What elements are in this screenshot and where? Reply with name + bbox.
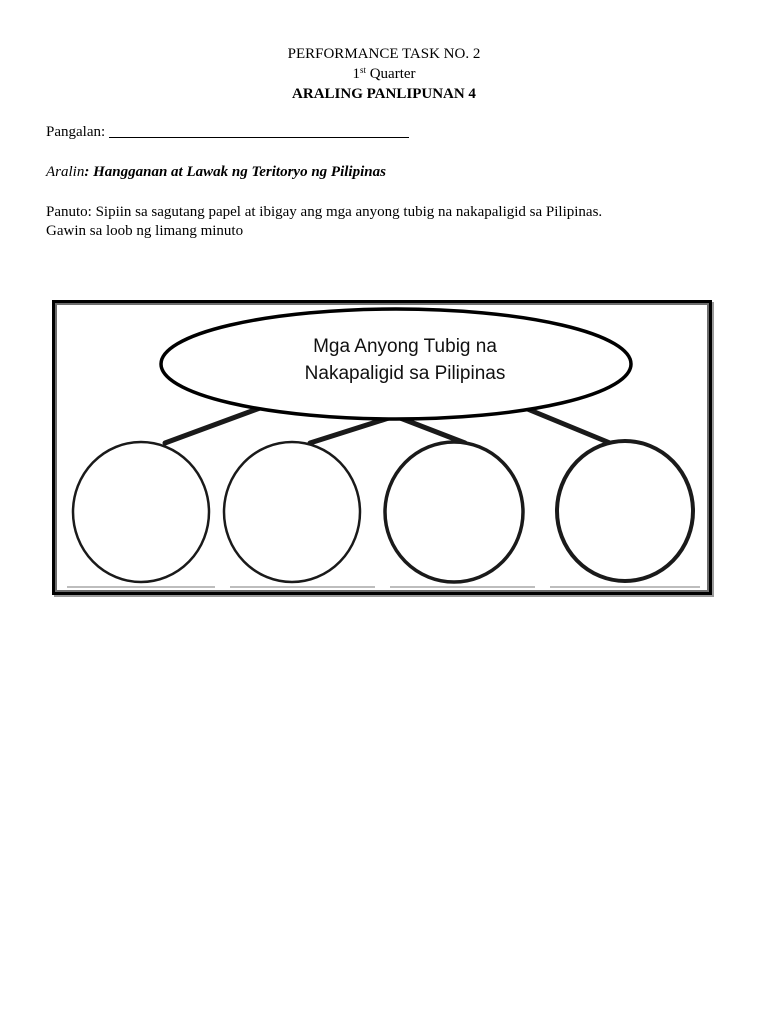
- name-row: [46, 123, 409, 142]
- quarter-ordinal-suffix: st: [359, 65, 366, 75]
- graphic-organizer: [52, 300, 712, 595]
- lesson-row: [46, 163, 386, 182]
- quarter-line: [0, 64, 768, 84]
- instructions-line-1: Panuto: Sipiin sa sagutang papel at ibigay ang mga anyong tubig na nakapaligid sa Pilipinas.: [46, 204, 603, 220]
- connector-line: [525, 408, 610, 443]
- task-title: PERFORMANCE TASK NO. 2: [287, 46, 481, 62]
- worksheet-header: [0, 44, 768, 104]
- name-label: Pangalan:: [46, 124, 106, 140]
- quarter-number: 1: [352, 66, 360, 82]
- center-oval-label: [255, 333, 555, 387]
- instructions-line-2: Gawin sa loob ng limang minuto: [46, 223, 244, 239]
- answer-circle: [224, 442, 360, 582]
- center-label-line-1: Mga Anyong Tubig na: [313, 336, 497, 357]
- answer-circles: [73, 441, 693, 582]
- answer-circle: [557, 441, 693, 581]
- lesson-label: Aralin: [46, 164, 85, 180]
- answer-circle: [385, 442, 523, 582]
- quarter-label: Quarter: [369, 66, 416, 82]
- lesson-title: : Hangganan at Lawak ng Teritoryo ng Pilipinas: [84, 164, 386, 180]
- subject-title: ARALING PANLIPUNAN 4: [292, 86, 476, 102]
- connector-line: [165, 408, 260, 443]
- name-blank-line[interactable]: [109, 123, 409, 138]
- answer-circle: [73, 442, 209, 582]
- center-label-line-2: Nakapaligid sa Pilipinas: [304, 363, 506, 384]
